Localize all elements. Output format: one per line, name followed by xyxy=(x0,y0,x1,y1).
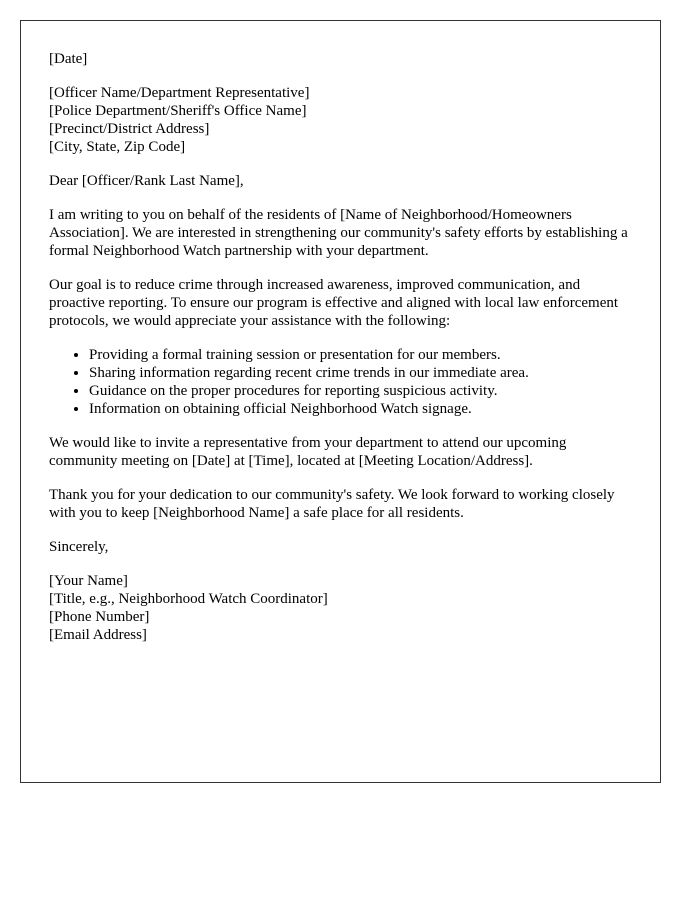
thanks-paragraph: Thank you for your dedication to our community's safety. We look forward to working closely with you to keep [Neighborhood Name] a safe place for all residents. xyxy=(49,487,615,521)
letter-page xyxy=(20,20,661,783)
recipient-name: [Officer Name/Department Representative] xyxy=(49,85,310,101)
signoff: Sincerely, xyxy=(49,539,109,555)
salutation: Dear [Officer/Rank Last Name], xyxy=(49,173,244,189)
recipient-address xyxy=(49,84,632,156)
sender-phone: [Phone Number] xyxy=(49,609,150,625)
recipient-address-line: [Precinct/District Address] xyxy=(49,121,210,137)
signature-block xyxy=(49,572,632,644)
sender-email: [Email Address] xyxy=(49,627,147,643)
request-list xyxy=(49,346,632,418)
recipient-department: [Police Department/Sheriff's Office Name] xyxy=(49,103,307,119)
goal-paragraph: Our goal is to reduce crime through increased awareness, improved communication, and proactive reporting. To ensure our program is effective and aligned with local law enforcement protocols, we would appreciate your assistance with the following: xyxy=(49,277,619,329)
sender-title: [Title, e.g., Neighborhood Watch Coordinator] xyxy=(49,591,328,607)
date: [Date] xyxy=(49,51,88,67)
list-item: • Information on obtaining official Neighborhood Watch signage. xyxy=(89,400,632,418)
sender-name: [Your Name] xyxy=(49,573,128,589)
list-item: • Guidance on the proper procedures for reporting suspicious activity. xyxy=(89,382,632,400)
list-item: • Sharing information regarding recent crime trends in our immediate area. xyxy=(89,364,632,382)
invitation-paragraph: We would like to invite a representative from your department to attend our upcoming community meeting on [Date] at [Time], located at [Meeting Location/Address]. xyxy=(49,435,567,469)
intro-paragraph: I am writing to you on behalf of the residents of [Name of Neighborhood/Homeowners Association]. We are interested in strengthening our community's safety efforts by establishing a formal Neighborhood Watch partnership with your department. xyxy=(49,207,628,259)
list-item: • Providing a formal training session or presentation for our members. xyxy=(89,346,632,364)
recipient-city-state-zip: [City, State, Zip Code] xyxy=(49,139,186,155)
